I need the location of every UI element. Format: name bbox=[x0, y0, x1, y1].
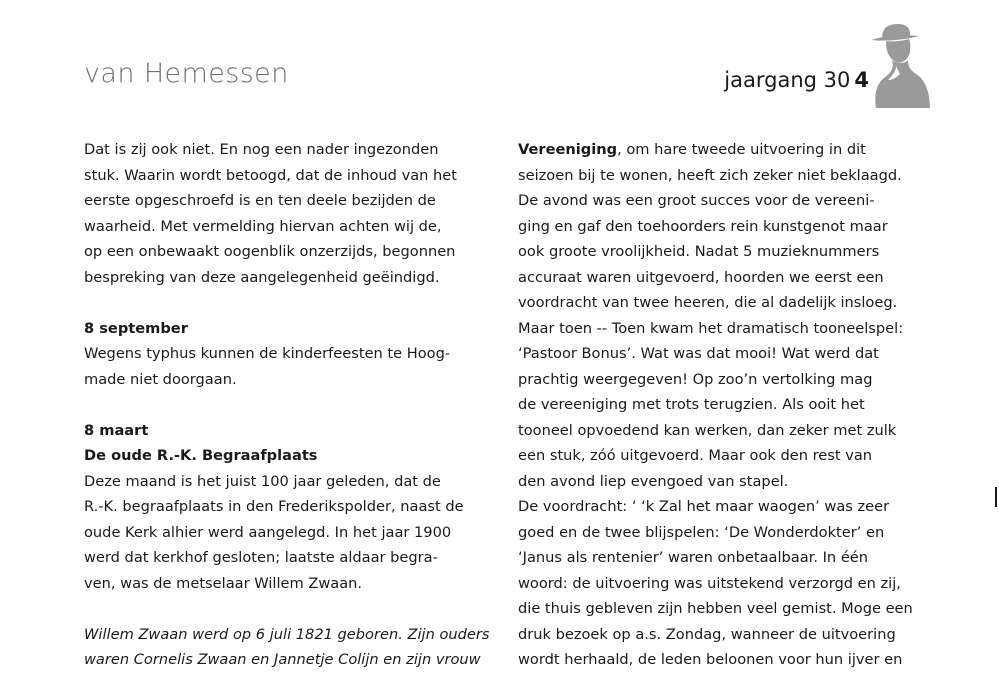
text-line: Wegens typhus kunnen de kinderfeesten te Hoog- bbox=[84, 345, 451, 362]
text-line: een stuk, zóó uitgevoerd. Maar ook den rest van bbox=[518, 447, 873, 464]
text-line: waarheid. Met vermelding hiervan achten wij de, bbox=[84, 217, 442, 235]
page-number: 4 bbox=[854, 68, 869, 92]
italic-text-line: Willem Zwaan werd op 6 juli 1821 geboren. Zijn ouders bbox=[84, 625, 490, 643]
text-line: R.-K. begraafplaats in den Frederikspolder, naast de bbox=[84, 498, 464, 515]
text-line: made niet doorgaan. bbox=[84, 370, 237, 388]
text-line: eerste opgeschroefd is en ten deele bezijden de bbox=[84, 192, 436, 209]
text-line: den avond liep evengoed van stapel. bbox=[518, 472, 789, 490]
text-line: oude Kerk alhier werd aangelegd. In het jaar 1900 bbox=[84, 523, 452, 541]
text-line: Dat is zij ook niet. En nog een nader ingezonden bbox=[84, 141, 439, 158]
text-line: wordt herhaald, de leden beloonen voor hun ijver en bbox=[518, 651, 903, 668]
text-line: voordracht van twee heeren, die al dadelijk insloeg. bbox=[518, 294, 898, 311]
text-line: bespreking van deze aangelegenheid geëindigd. bbox=[84, 268, 440, 286]
text-line: die thuis gebleven zijn hebben veel gemist. Moge een bbox=[518, 600, 913, 617]
page-header-author: van Hemessen bbox=[84, 58, 289, 89]
text-line: ging en gaf den toehoorders rein kunstgenot maar bbox=[518, 217, 888, 235]
text-line: stuk. Waarin wordt betoogd, dat de inhoud van het bbox=[84, 166, 457, 184]
date-heading-march: 8 maart bbox=[84, 421, 149, 439]
text-line: ook groote vroolijkheid. Nadat 5 muzieknummers bbox=[518, 243, 880, 260]
page-header-issue bbox=[724, 68, 869, 92]
text-line: prachtig weergegeven! Op zoo’n vertolking mag bbox=[518, 370, 873, 388]
date-heading-september: 8 september bbox=[84, 319, 188, 337]
issue-label: jaargang 30 bbox=[724, 68, 851, 92]
text-line: ‘Pastoor Bonus’. Wat was dat mooi! Wat werd dat bbox=[518, 345, 879, 362]
italic-text-line: waren Cornelis Zwaan en Jannetje Colijn en zijn vrouw bbox=[84, 651, 481, 668]
text-fragment: , om hare tweede uitvoering in dit bbox=[617, 141, 866, 158]
text-line: goed en de twee blijspelen: ‘De Wonderdokter’ en bbox=[518, 523, 885, 541]
text-line: druk bezoek op a.s. Zondag, wanneer de uitvoering bbox=[518, 625, 896, 643]
text-line: De voordracht: ‘ ‘k Zal het maar waogen’ was zeer bbox=[518, 498, 890, 515]
section-heading-cemetery: De oude R.-K. Begraafplaats bbox=[84, 447, 318, 464]
right-column bbox=[518, 137, 913, 673]
text-line: Maar toen -- Toen kwam het dramatisch tooneelspel: bbox=[518, 319, 904, 337]
text-line: seizoen bij te wonen, heeft zich zeker niet beklaagd. bbox=[518, 166, 902, 184]
text-line: op een onbewaakt oogenblik onzerzijds, begonnen bbox=[84, 243, 456, 260]
text-line: De avond was een groot succes voor de vereeni- bbox=[518, 192, 875, 209]
man-with-hat-silhouette-icon bbox=[866, 22, 930, 108]
vereeniging-bold: Vereeniging bbox=[518, 141, 618, 158]
text-line: tooneel opvoedend kan werken, dan zeker met zulk bbox=[518, 421, 897, 439]
text-line: accuraat waren uitgevoerd, hoorden we eerst een bbox=[518, 268, 884, 286]
text-line: ‘Janus als rentenier’ waren onbetaalbaar. In één bbox=[518, 549, 869, 566]
text-line: Deze maand is het juist 100 jaar geleden, dat de bbox=[84, 472, 441, 490]
text-cursor bbox=[995, 487, 997, 507]
text-line: woord: de uitvoering was uitstekend verzorgd en zij, bbox=[518, 574, 901, 592]
text-line: werd dat kerkhof gesloten; laatste aldaar begra- bbox=[84, 549, 438, 566]
text-line: ven, was de metselaar Willem Zwaan. bbox=[84, 574, 363, 592]
text-line bbox=[518, 137, 910, 163]
left-column bbox=[84, 137, 490, 673]
text-line: de vereeniging met trots terugzien. Als ooit het bbox=[518, 396, 865, 413]
